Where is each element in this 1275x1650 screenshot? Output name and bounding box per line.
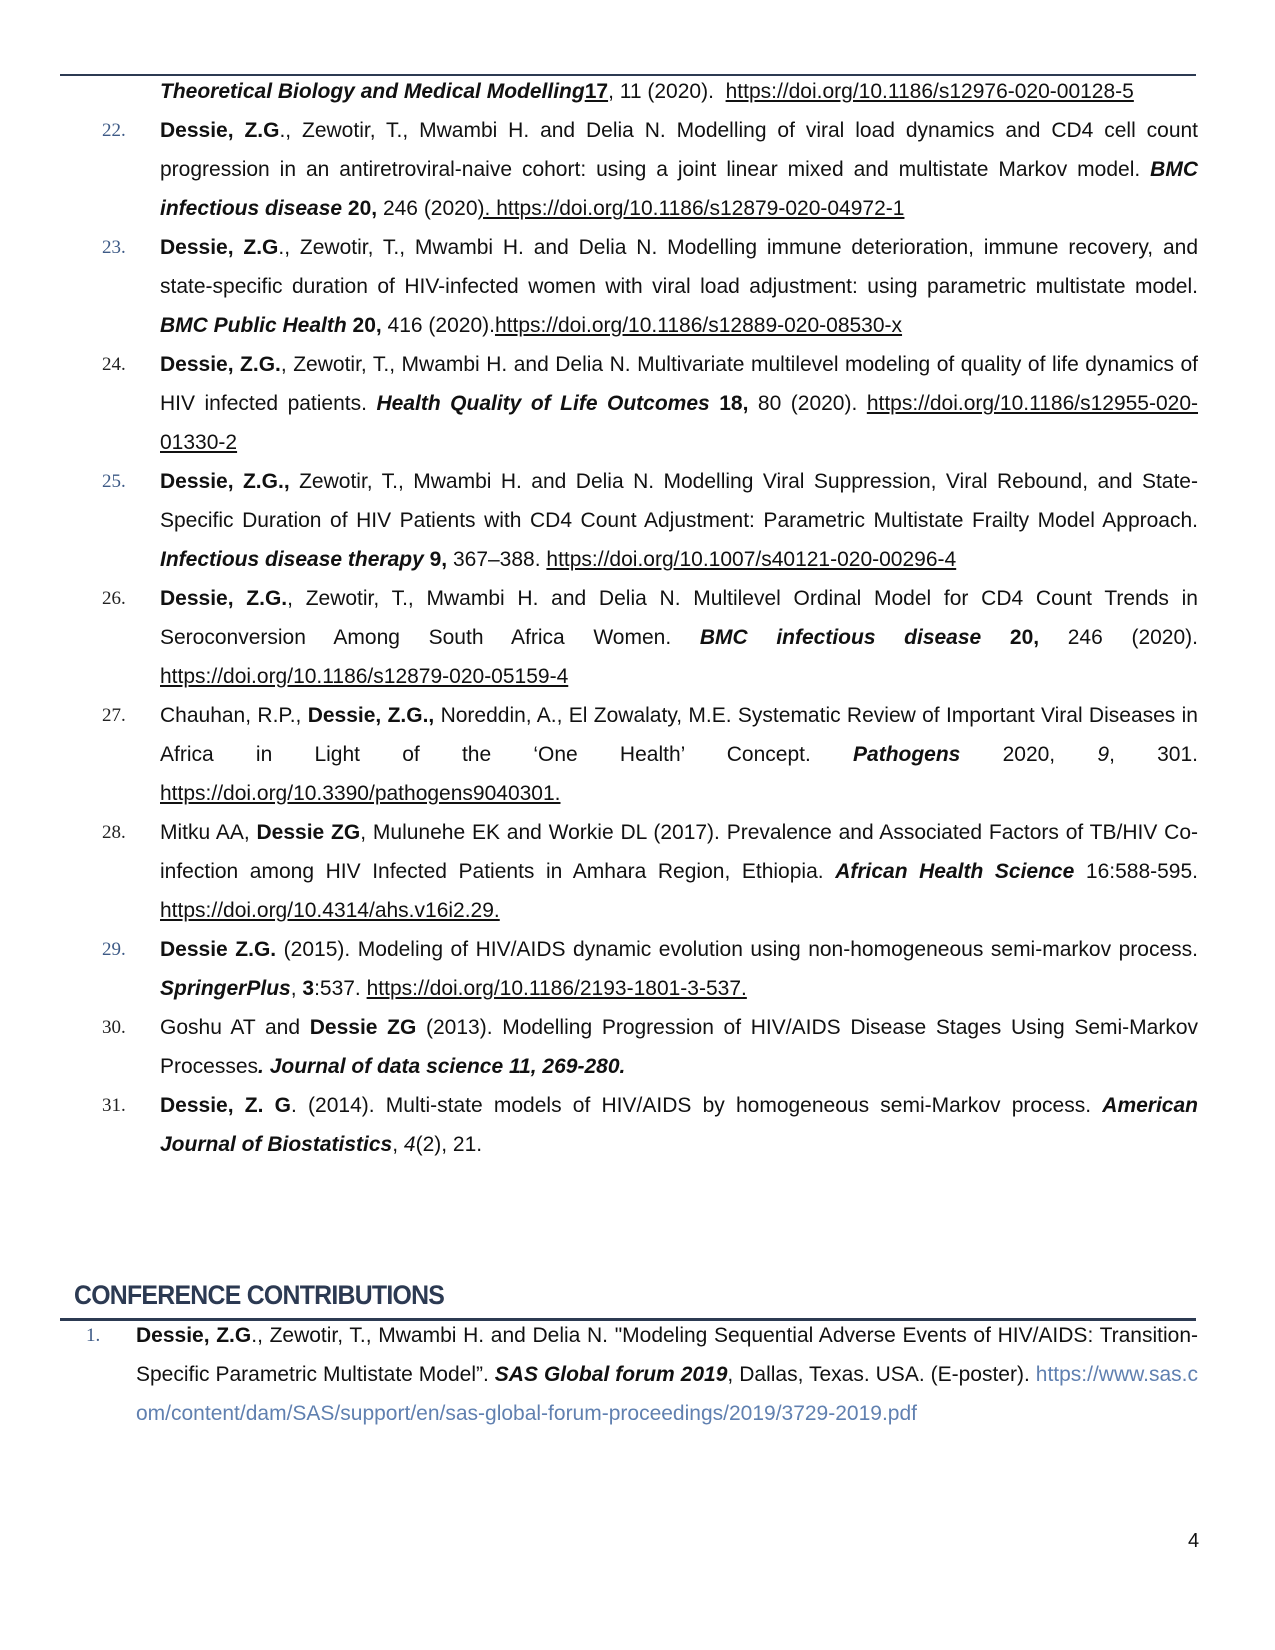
journal-volume: 9, xyxy=(423,548,448,571)
list-number: 28. xyxy=(102,822,126,843)
publication-entry-21-continued xyxy=(94,72,1198,111)
publication-title: Modelling immune deterioration, immune recovery, and state-specific duration of HIV-infected women with viral load adjustment: using parametric multistate model. xyxy=(160,236,1198,298)
proceedings-link[interactable]: https://www.sas.com/content/dam/SAS/support/en/sas-global-forum-proceedings/2019/3729-2019.pdf xyxy=(136,1363,1198,1425)
publication-title: Multivariate multilevel modeling of quality of life dynamics of HIV infected patients. xyxy=(160,353,1199,415)
co-authors-before: Mitku AA, xyxy=(160,821,257,844)
doi-link[interactable]: ). https://doi.org/10.1186/s12879-020-04972-1 xyxy=(477,197,905,220)
journal-name: . Journal of data science 11, 269-280. xyxy=(258,1055,626,1078)
publication-year: 2020, xyxy=(960,743,1098,766)
list-number: 27. xyxy=(102,705,126,726)
publication-entry xyxy=(94,1086,1198,1164)
publication-details: :537. xyxy=(314,977,367,1000)
publication-title: Prevalence and Associated Factors of TB/HIV Co-infection among HIV Infected Patients in Amhara Region, Ethiopia. xyxy=(160,821,1199,883)
journal-name: BMC Public Health xyxy=(160,314,347,337)
doi-link[interactable]: https://doi.org/10.4314/ahs.v16i2.29. xyxy=(160,899,500,922)
publication-entry xyxy=(94,930,1198,1008)
publication-entry xyxy=(94,579,1198,696)
doi-link[interactable]: https://doi.org/10.1186/s12976-020-00128-5 xyxy=(725,80,1134,103)
doi-link[interactable]: https://doi.org/10.3390/pathogens9040301. xyxy=(160,782,561,805)
journal-volume: 20, xyxy=(981,626,1040,649)
author-highlight: Dessie, Z.G xyxy=(136,1324,252,1347)
conference-details: , Dallas, Texas. USA. (E-poster). xyxy=(727,1363,1036,1386)
journal-name: Infectious disease therapy xyxy=(160,548,424,571)
author-highlight: Dessie, Z.G., xyxy=(307,704,435,727)
publication-details: 416 (2020). xyxy=(381,314,495,337)
publication-details: , 11 (2020). xyxy=(608,80,714,103)
journal-name: American Journal of Biostatistics xyxy=(160,1094,1198,1156)
doi-link[interactable]: https://doi.org/10.1186/s12879-020-05159-4 xyxy=(160,665,569,688)
co-authors: ., Zewotir, T., Mwambi H. and Delia N. xyxy=(278,236,658,259)
conference-list xyxy=(86,1316,1198,1433)
doi-link[interactable]: https://doi.org/10.1186/2193-1801-3-537. xyxy=(366,977,747,1000)
co-authors: Zewotir, T., Mwambi H. and Delia N. xyxy=(289,470,655,493)
list-number: 22. xyxy=(102,120,126,141)
list-number: 29. xyxy=(102,939,126,960)
co-authors: (2013). xyxy=(416,1016,493,1039)
publication-details: , 301. xyxy=(1109,743,1198,766)
co-authors: ., Zewotir, T., Mwambi H. and Delia N. xyxy=(251,1324,609,1347)
journal-name: BMC infectious disease xyxy=(160,158,1198,220)
contribution-title: "Modeling Sequential Adverse Events of HIV/AIDS: Transition-Specific Parametric Multistate Model”. xyxy=(136,1324,1198,1386)
author-highlight: Dessie Z.G. xyxy=(160,938,277,961)
conference-venue: SAS Global forum 2019 xyxy=(494,1363,728,1386)
author-highlight: Dessie ZG xyxy=(309,1016,417,1039)
list-number: 1. xyxy=(86,1325,101,1346)
co-authors: (2015). xyxy=(276,938,351,961)
publication-title: Modelling Viral Suppression, Viral Rebound, and State-Specific Duration of HIV Patients with CD4 Count Adjustment: Parametric Multistate Frailty Model Approach. xyxy=(160,470,1198,532)
author-highlight: Dessie, Z.G. xyxy=(160,587,288,610)
separator: , xyxy=(392,1133,404,1156)
co-authors: , Zewotir, T., Mwambi H. and Delia N. xyxy=(280,353,631,376)
co-authors-before: Goshu AT and xyxy=(160,1016,310,1039)
co-authors: , Zewotir, T., Mwambi H. and Delia N. xyxy=(287,587,681,610)
publication-details: 367–388. xyxy=(447,548,547,571)
publication-details: 80 (2020). xyxy=(748,392,867,415)
co-authors: . (2014). xyxy=(290,1094,375,1117)
author-highlight: Dessie, Z.G xyxy=(160,119,280,142)
author-highlight: Dessie, Z.G xyxy=(160,236,279,259)
journal-name: SpringerPlus xyxy=(160,977,291,1000)
publication-entry xyxy=(94,1008,1198,1086)
publication-details: 246 (2020). xyxy=(1039,626,1198,649)
list-number: 24. xyxy=(102,354,126,375)
publication-details: (2), 21. xyxy=(415,1133,483,1156)
doi-link[interactable]: https://doi.org/10.1186/s12955-020-01330-2 xyxy=(160,392,1199,454)
journal-name: BMC infectious disease xyxy=(699,626,982,649)
publication-details: 16:588-595. xyxy=(1074,860,1198,883)
journal-volume: 17 xyxy=(584,80,609,103)
publications-list xyxy=(94,72,1198,1164)
publication-entry xyxy=(94,462,1198,579)
co-authors: Noreddin, A., El Zowalaty, M.E. xyxy=(434,704,732,727)
publication-entry xyxy=(94,111,1198,228)
conference-entry xyxy=(86,1316,1198,1433)
publication-entry xyxy=(94,228,1198,345)
author-highlight: Dessie, Z.G., xyxy=(160,470,290,493)
separator: , xyxy=(290,977,303,1000)
publication-entry xyxy=(94,345,1198,462)
list-number: 31. xyxy=(102,1095,126,1116)
list-number: 23. xyxy=(102,237,126,258)
co-authors: ., Zewotir, T., Mwambi H. and Delia N. xyxy=(279,119,666,142)
journal-volume: 3 xyxy=(302,977,315,1000)
publication-title: Modeling of HIV/AIDS dynamic evolution using non-homogeneous semi-markov process. xyxy=(350,938,1198,961)
journal-name: Health Quality of Life Outcomes xyxy=(376,392,710,415)
publication-title: Systematic Review of Important Viral Diseases in Africa in Light of the ‘One Health’ Concept. xyxy=(160,704,1198,766)
author-highlight: Dessie ZG xyxy=(256,821,361,844)
publication-title: Multilevel Ordinal Model for CD4 Count Trends in Seroconversion Among South Africa Women. xyxy=(160,587,1198,649)
list-number: 26. xyxy=(102,588,126,609)
publication-title: Modelling of viral load dynamics and CD4 cell count progression in an antiretroviral-naive cohort: using a joint linear mixed and multistate Markov model. xyxy=(160,119,1199,181)
journal-name: Theoretical Biology and Medical Modelling xyxy=(160,80,585,103)
journal-volume: 9 xyxy=(1097,743,1110,766)
publication-title: Multi-state models of HIV/AIDS by homogeneous semi-Markov process. xyxy=(374,1094,1103,1117)
co-authors: , Mulunehe EK and Workie DL (2017). xyxy=(360,821,720,844)
journal-volume: 18, xyxy=(709,392,749,415)
list-number: 30. xyxy=(102,1017,126,1038)
publication-title: Modelling Progression of HIV/AIDS Disease Stages Using Semi-Markov Processes xyxy=(160,1016,1199,1078)
list-number: 25. xyxy=(102,471,126,492)
publication-details: 246 (2020 xyxy=(377,197,478,220)
author-highlight: Dessie, Z. G xyxy=(160,1094,291,1117)
author-highlight: Dessie, Z.G. xyxy=(160,353,281,376)
doi-link[interactable]: https://doi.org/10.1007/s40121-020-00296-4 xyxy=(546,548,957,571)
publication-entry xyxy=(94,813,1198,930)
section-heading-conference: CONFERENCE CONTRIBUTIONS xyxy=(74,1280,445,1310)
co-authors-before: Chauhan, R.P., xyxy=(160,704,308,727)
journal-volume: 20, xyxy=(342,197,378,220)
page-number: 4 xyxy=(1188,1530,1200,1552)
doi-link[interactable]: https://doi.org/10.1186/s12889-020-08530-x xyxy=(494,314,903,337)
journal-volume: 4 xyxy=(403,1133,416,1156)
journal-volume: 20, xyxy=(346,314,382,337)
journal-name: Pathogens xyxy=(853,743,961,766)
journal-name: African Health Science xyxy=(835,860,1075,883)
publication-entry xyxy=(94,696,1198,813)
